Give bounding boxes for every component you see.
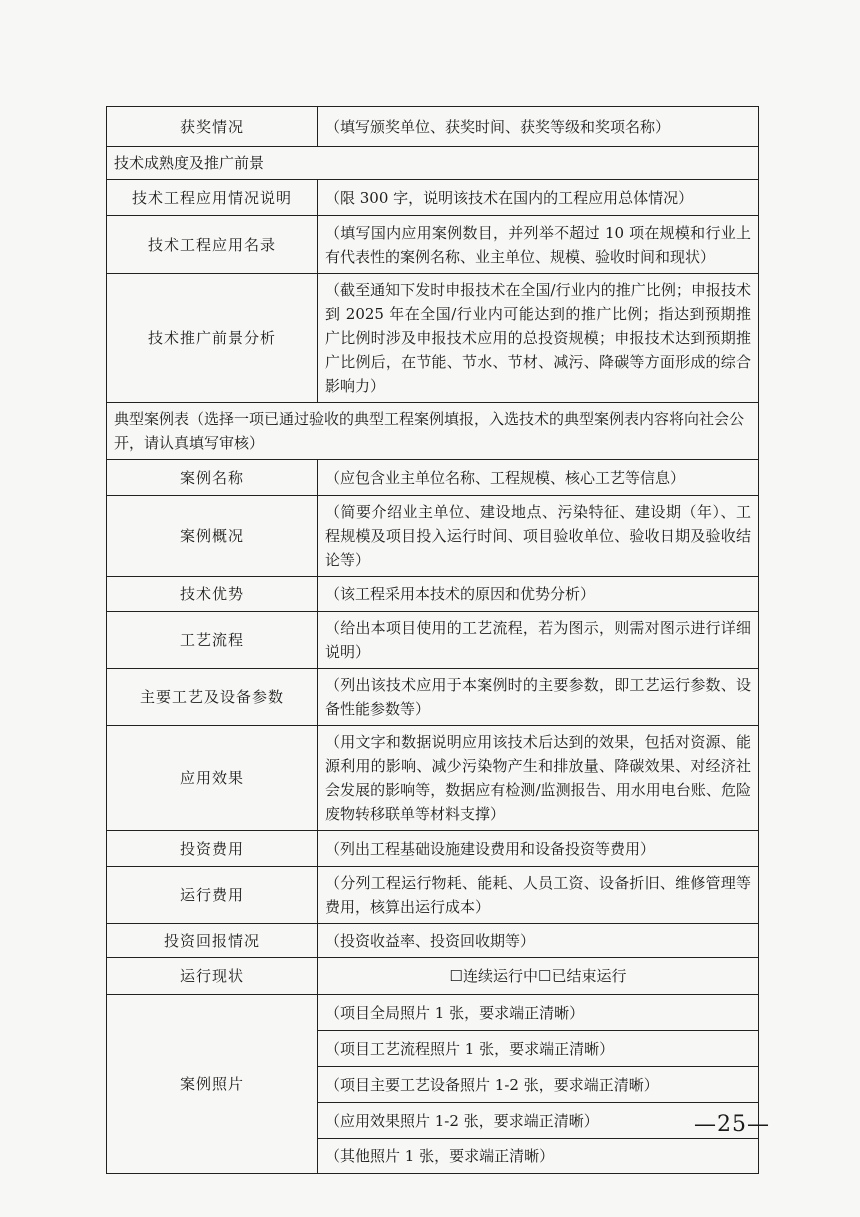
row-label: 技术推广前景分析	[107, 274, 318, 403]
status-options: ☐连续运行中☐已结束运行	[318, 958, 759, 995]
section-row	[107, 147, 759, 180]
photo-item: （其他照片 1 张，要求端正清晰）	[318, 1139, 759, 1174]
table-row	[107, 612, 759, 669]
row-label: 技术工程应用情况说明	[107, 180, 318, 216]
row-label: 主要工艺及设备参数	[107, 669, 318, 726]
table-row	[107, 180, 759, 216]
row-label: 案例名称	[107, 460, 318, 496]
row-label: 应用效果	[107, 726, 318, 831]
table-row	[107, 216, 759, 274]
table-row	[107, 669, 759, 726]
row-value: （应包含业主单位名称、工程规模、核心工艺等信息）	[318, 460, 759, 496]
row-label: 获奖情况	[107, 107, 318, 147]
photo-item: （项目全局照片 1 张，要求端正清晰）	[318, 995, 759, 1031]
table-row	[107, 867, 759, 924]
row-label: 技术优势	[107, 577, 318, 612]
row-value: （列出该技术应用于本案例时的主要参数，即工艺运行参数、设备性能参数等）	[318, 669, 759, 726]
photo-item: （应用效果照片 1-2 张，要求端正清晰）	[318, 1103, 759, 1139]
row-value: （限 300 字，说明该技术在国内的工程应用总体情况）	[318, 180, 759, 216]
row-label: 案例概况	[107, 496, 318, 577]
row-value: （截至通知下发时申报技术在全国/行业内的推广比例；申报技术到 2025 年在全国/行业内可能达到的推广比例；指达到预期推广比例时涉及申报技术应用的总投资规模；申报技术达到预期推广比例后，在节能、节水、节材、减污、降碳等方面形成的综合影响力）	[318, 274, 759, 403]
photo-item: （项目主要工艺设备照片 1-2 张，要求端正清晰）	[318, 1067, 759, 1103]
section-row	[107, 403, 759, 460]
table-row	[107, 107, 759, 147]
row-value: （填写国内应用案例数目，并列举不超过 10 项在规模和行业上有代表性的案例名称、业主单位、规模、验收时间和现状）	[318, 216, 759, 274]
table-row	[107, 924, 759, 958]
form-table	[106, 106, 759, 1174]
row-value: （给出本项目使用的工艺流程，若为图示，则需对图示进行详细说明）	[318, 612, 759, 669]
table-row	[107, 577, 759, 612]
table-row	[107, 274, 759, 403]
row-value: （分列工程运行物耗、能耗、人员工资、设备折旧、维修管理等费用，核算出运行成本）	[318, 867, 759, 924]
table-row	[107, 831, 759, 867]
row-label: 案例照片	[107, 995, 318, 1174]
section-heading: 技术成熟度及推广前景	[107, 147, 759, 180]
section-heading: 典型案例表（选择一项已通过验收的典型工程案例填报，入选技术的典型案例表内容将向社会公开，请认真填写审核）	[107, 403, 759, 460]
row-label: 工艺流程	[107, 612, 318, 669]
row-value: （填写颁奖单位、获奖时间、获奖等级和奖项名称）	[318, 107, 759, 147]
table-row	[107, 726, 759, 831]
row-value: （该工程采用本技术的原因和优势分析）	[318, 577, 759, 612]
row-value: （列出工程基础设施建设费用和设备投资等费用）	[318, 831, 759, 867]
row-value: （用文字和数据说明应用该技术后达到的效果，包括对资源、能源利用的影响、减少污染物产生和排放量、降碳效果、对经济社会发展的影响等，数据应有检测/监测报告、用水用电台账、危险废物转移联单等材料支撑）	[318, 726, 759, 831]
row-label: 运行费用	[107, 867, 318, 924]
row-label: 投资费用	[107, 831, 318, 867]
page-number: —25—	[694, 1112, 770, 1137]
table-row	[107, 496, 759, 577]
row-label: 运行现状	[107, 958, 318, 995]
table-row	[107, 995, 759, 1031]
row-label: 技术工程应用名录	[107, 216, 318, 274]
table-row	[107, 958, 759, 995]
row-label: 投资回报情况	[107, 924, 318, 958]
photo-item: （项目工艺流程照片 1 张，要求端正清晰）	[318, 1031, 759, 1067]
row-value: （投资收益率、投资回收期等）	[318, 924, 759, 958]
table-row	[107, 460, 759, 496]
row-value: （简要介绍业主单位、建设地点、污染特征、建设期（年）、工程规模及项目投入运行时间、项目验收单位、验收日期及验收结论等）	[318, 496, 759, 577]
